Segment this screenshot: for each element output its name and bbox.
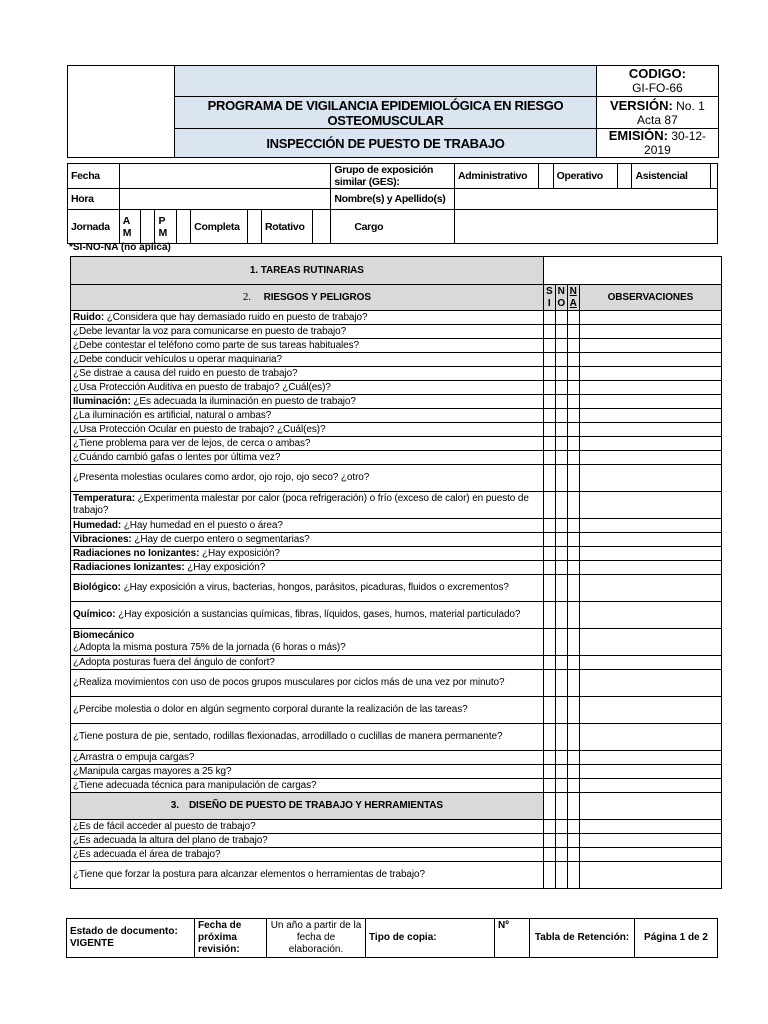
jornada-label: Jornada — [68, 210, 120, 244]
answer-na-cell[interactable] — [567, 834, 579, 848]
section-3-blank-cell — [543, 793, 555, 820]
version-cell — [596, 97, 718, 129]
document-header — [67, 65, 719, 158]
question-label: ¿Hay exposición a sustancias químicas, fibras, líquidos, gases, humos, material particulado? — [115, 609, 521, 620]
answer-si-cell[interactable] — [543, 862, 555, 889]
question-label: ¿Tiene problema para ver de lejos, de cerca o ambas? — [73, 437, 311, 449]
question-label: ¿La iluminación es artificial, natural o ambas? — [73, 409, 272, 421]
question-label: ¿Hay humedad en el puesto o área? — [121, 519, 283, 531]
observation-cell[interactable] — [579, 848, 721, 862]
observation-cell[interactable] — [579, 409, 721, 423]
question-category: Vibraciones: — [73, 533, 132, 545]
answer-no-cell[interactable] — [555, 311, 567, 325]
question-row — [71, 561, 722, 575]
answer-na-cell[interactable] — [567, 325, 579, 339]
answer-no-cell[interactable] — [555, 533, 567, 547]
am-label: A M — [119, 210, 141, 244]
document-title — [175, 97, 597, 129]
answer-na-cell[interactable] — [567, 848, 579, 862]
column-no: N O — [555, 285, 567, 311]
answer-legend-note: *SI-NO-NA (no aplica) — [69, 242, 171, 253]
question-row — [71, 820, 722, 834]
question-category: Humedad: — [73, 519, 122, 531]
answer-no-cell[interactable] — [555, 437, 567, 451]
answer-na-cell[interactable] — [567, 820, 579, 834]
observation-cell[interactable] — [579, 834, 721, 848]
question-label: ¿Es adecuada el área de trabajo? — [71, 848, 544, 862]
title-line-2: OSTEOMUSCULAR — [327, 112, 444, 128]
answer-na-cell[interactable] — [567, 409, 579, 423]
question-text — [71, 533, 544, 547]
answer-no-cell[interactable] — [555, 629, 567, 656]
observation-cell[interactable] — [579, 575, 721, 602]
answer-no-cell[interactable] — [555, 353, 567, 367]
answer-no-cell[interactable] — [555, 765, 567, 779]
answer-na-cell[interactable] — [567, 451, 579, 465]
observation-cell[interactable] — [579, 311, 721, 325]
fecha-label: Fecha — [68, 164, 120, 189]
answer-si-cell[interactable] — [543, 395, 555, 409]
code-label: CODIGO: — [628, 66, 686, 81]
answer-si-cell[interactable] — [543, 465, 555, 492]
observation-cell[interactable] — [579, 519, 721, 533]
question-row — [71, 451, 722, 465]
administrativo-check[interactable] — [539, 164, 553, 189]
question-row — [71, 533, 722, 547]
question-label: ¿Hay exposición? — [184, 561, 266, 573]
question-text — [71, 519, 544, 533]
observation-cell[interactable] — [579, 779, 721, 793]
answer-no-cell[interactable] — [555, 325, 567, 339]
answer-si-cell[interactable] — [543, 325, 555, 339]
answer-si-cell[interactable] — [543, 409, 555, 423]
cargo-label: Cargo — [354, 220, 384, 233]
question-text — [71, 656, 544, 670]
section-3-heading — [71, 793, 544, 820]
section-1-heading — [71, 257, 544, 285]
estado-value: VIGENTE — [70, 938, 114, 949]
question-row — [71, 437, 722, 451]
question-label: ¿Realiza movimientos con uso de pocos grupos musculares por ciclos más de una vez por minuto? — [73, 677, 505, 688]
answer-na-cell[interactable] — [567, 724, 579, 751]
answer-no-cell[interactable] — [555, 547, 567, 561]
answer-no-cell[interactable] — [555, 465, 567, 492]
question-text — [71, 779, 544, 793]
answer-si-cell[interactable] — [543, 820, 555, 834]
answer-na-cell[interactable] — [567, 465, 579, 492]
question-label: ¿Presenta molestias oculares como ardor, ojo rojo, ojo seco? ¿otro? — [73, 472, 370, 483]
answer-na-cell[interactable] — [567, 751, 579, 765]
checklist-table — [70, 256, 722, 889]
answer-na-cell[interactable] — [567, 862, 579, 889]
fecha-revision-value: Un año a partir de la fecha de elaboración. — [267, 919, 366, 958]
answer-si-cell[interactable] — [543, 339, 555, 353]
answer-na-cell[interactable] — [567, 519, 579, 533]
question-row — [71, 848, 722, 862]
question-row — [71, 670, 722, 697]
column-si: S I — [543, 285, 555, 311]
question-label: ¿Experimenta malestar por calor (poca refrigeración) o frío (exceso de calor) en puesto de trabajo? — [73, 493, 529, 516]
question-label: ¿Debe levantar la voz para comunicarse en puesto de trabajo? — [73, 325, 347, 337]
question-row — [71, 492, 722, 519]
answer-si-cell[interactable] — [543, 519, 555, 533]
answer-no-cell[interactable] — [555, 492, 567, 519]
question-label: ¿Manipula cargas mayores a 25 kg? — [73, 765, 232, 777]
observation-cell[interactable] — [579, 533, 721, 547]
question-label: ¿Cuándo cambió gafas o lentes por última vez? — [73, 451, 281, 463]
code-cell — [596, 66, 718, 97]
cargo-cell — [331, 210, 455, 244]
question-category: Radiaciones Ionizantes: — [73, 561, 185, 573]
section-3-blank-cell — [567, 793, 579, 820]
question-label: ¿Debe conducir vehículos u operar maquinaria? — [73, 353, 282, 365]
observation-cell[interactable] — [579, 561, 721, 575]
question-text — [71, 409, 544, 423]
answer-si-cell[interactable] — [543, 437, 555, 451]
answer-si-cell[interactable] — [543, 779, 555, 793]
question-text — [71, 697, 544, 724]
question-text — [71, 311, 544, 325]
answer-si-cell[interactable] — [543, 311, 555, 325]
numero-label: Nº — [495, 919, 530, 958]
question-text — [71, 724, 544, 751]
question-label: ¿Tiene postura de pie, sentado, rodillas flexionadas, arrodillado o cuclillas de manera permanente? — [73, 731, 503, 742]
nombre-field[interactable] — [454, 189, 717, 210]
question-row — [71, 765, 722, 779]
answer-na-cell[interactable] — [567, 670, 579, 697]
logo-cell — [68, 66, 175, 158]
answer-si-cell[interactable] — [543, 367, 555, 381]
observation-cell[interactable] — [579, 325, 721, 339]
question-category: Radiaciones no Ionizantes: — [73, 547, 200, 559]
question-text — [71, 381, 544, 395]
observation-cell[interactable] — [579, 751, 721, 765]
question-text — [71, 561, 544, 575]
observation-cell[interactable] — [579, 492, 721, 519]
question-label: ¿Debe contestar el teléfono como parte de sus tareas habituales? — [73, 339, 359, 351]
question-row — [71, 381, 722, 395]
section-1-label: TAREAS RUTINARIAS — [260, 264, 364, 276]
rotativo-label: Rotativo — [261, 210, 312, 244]
answer-na-cell[interactable] — [567, 395, 579, 409]
question-label: ¿Adopta posturas fuera del ángulo de confort? — [73, 656, 275, 668]
answer-na-cell[interactable] — [567, 533, 579, 547]
question-category: Iluminación: — [73, 395, 131, 407]
section-3-number: 3. — [170, 800, 179, 811]
question-row — [71, 602, 722, 629]
answer-na-cell[interactable] — [567, 492, 579, 519]
estado-cell — [67, 919, 195, 958]
question-row — [71, 629, 722, 656]
observation-cell[interactable] — [579, 367, 721, 381]
question-row — [71, 575, 722, 602]
question-text — [71, 492, 544, 519]
question-text — [71, 765, 544, 779]
question-label: ¿Es adecuada la altura del plano de trabajo? — [71, 834, 544, 848]
hora-field[interactable] — [119, 189, 331, 210]
question-text — [71, 437, 544, 451]
fecha-field[interactable] — [119, 164, 331, 189]
question-category: Biológico: — [73, 582, 121, 593]
question-row — [71, 834, 722, 848]
question-label: ¿Adopta la misma postura 75% de la jornada (6 horas o más)? — [73, 642, 346, 653]
observation-cell[interactable] — [579, 670, 721, 697]
question-label: ¿Considera que hay demasiado ruido en puesto de trabajo? — [104, 311, 368, 323]
answer-si-cell[interactable] — [543, 602, 555, 629]
section-2-heading — [71, 285, 544, 311]
question-text — [71, 751, 544, 765]
answer-na-cell[interactable] — [567, 339, 579, 353]
answer-no-cell[interactable] — [555, 367, 567, 381]
question-label: ¿Percibe molestia o dolor en algún segmento corporal durante la realización de las tareas? — [73, 704, 468, 715]
code-value: GI-FO-66 — [632, 81, 683, 95]
observation-cell[interactable] — [579, 465, 721, 492]
observation-cell[interactable] — [579, 602, 721, 629]
answer-no-cell[interactable] — [555, 751, 567, 765]
question-category: Biomecánico — [73, 630, 135, 641]
question-row — [71, 409, 722, 423]
observation-cell[interactable] — [579, 451, 721, 465]
question-row — [71, 862, 722, 889]
question-label: ¿Tiene adecuada técnica para manipulación de cargas? — [73, 779, 317, 791]
question-text — [71, 629, 544, 656]
answer-no-cell[interactable] — [555, 395, 567, 409]
question-category: Temperatura: — [73, 493, 135, 504]
observation-cell[interactable] — [579, 437, 721, 451]
answer-na-cell[interactable] — [567, 311, 579, 325]
question-text — [71, 602, 544, 629]
document-footer — [66, 918, 718, 958]
question-text — [71, 465, 544, 492]
section-3-blank-cell — [555, 793, 567, 820]
emission-cell — [596, 129, 718, 158]
question-row — [71, 395, 722, 409]
answer-na-cell[interactable] — [567, 353, 579, 367]
answer-no-cell[interactable] — [555, 670, 567, 697]
emission-value: 30-12-2019 — [644, 129, 707, 157]
answer-si-cell[interactable] — [543, 656, 555, 670]
answer-si-cell[interactable] — [543, 547, 555, 561]
answer-si-cell[interactable] — [543, 492, 555, 519]
answer-si-cell[interactable] — [543, 353, 555, 367]
answer-no-cell[interactable] — [555, 820, 567, 834]
answer-no-cell[interactable] — [555, 834, 567, 848]
answer-si-cell[interactable] — [543, 423, 555, 437]
answer-na-cell[interactable] — [567, 437, 579, 451]
tabla-retencion-label: Tabla de Retención: — [530, 919, 635, 958]
question-row — [71, 423, 722, 437]
question-text — [71, 353, 544, 367]
question-row — [71, 656, 722, 670]
question-category: Químico: — [73, 609, 116, 620]
question-row — [71, 353, 722, 367]
answer-si-cell[interactable] — [543, 724, 555, 751]
title-line-1: PROGRAMA DE VIGILANCIA EPIDEMIOLÓGICA EN RIESGO — [207, 97, 564, 113]
section-3-row — [71, 793, 722, 820]
answer-si-cell[interactable] — [543, 451, 555, 465]
answer-na-cell[interactable] — [567, 367, 579, 381]
answer-no-cell[interactable] — [555, 724, 567, 751]
question-label: ¿Hay exposición? — [199, 547, 280, 559]
answer-na-cell[interactable] — [567, 547, 579, 561]
answer-no-cell[interactable] — [555, 381, 567, 395]
question-text — [71, 547, 544, 561]
operativo-label: Operativo — [553, 164, 618, 189]
question-row — [71, 465, 722, 492]
question-text — [71, 423, 544, 437]
answer-no-cell[interactable] — [555, 779, 567, 793]
answer-si-cell[interactable] — [543, 629, 555, 656]
answer-no-cell[interactable] — [555, 862, 567, 889]
question-row — [71, 519, 722, 533]
section-2-number: 2. — [242, 291, 251, 303]
observation-cell[interactable] — [579, 395, 721, 409]
observation-cell[interactable] — [579, 629, 721, 656]
observation-cell[interactable] — [579, 423, 721, 437]
answer-si-cell[interactable] — [543, 670, 555, 697]
answer-no-cell[interactable] — [555, 575, 567, 602]
observation-cell[interactable] — [579, 339, 721, 353]
question-label: ¿Se distrae a causa del ruido en puesto de trabajo? — [73, 367, 298, 379]
header-blank-cell — [175, 66, 597, 97]
answer-si-cell[interactable] — [543, 751, 555, 765]
asistencial-label: Asistencial — [632, 164, 711, 189]
observation-cell[interactable] — [579, 820, 721, 834]
completa-check[interactable] — [247, 210, 261, 244]
estado-label: Estado de documento: — [70, 926, 178, 937]
answer-no-cell[interactable] — [555, 561, 567, 575]
question-label: ¿Es adecuada la iluminación en puesto de trabajo? — [130, 395, 356, 407]
answer-si-cell[interactable] — [543, 848, 555, 862]
question-row — [71, 724, 722, 751]
observation-cell[interactable] — [579, 765, 721, 779]
observation-cell[interactable] — [579, 353, 721, 367]
question-label: ¿Hay de cuerpo entero o segmentarias? — [131, 533, 310, 545]
cargo-field[interactable] — [454, 210, 717, 244]
answer-si-cell[interactable] — [543, 697, 555, 724]
answer-no-cell[interactable] — [555, 697, 567, 724]
completa-label: Completa — [191, 210, 248, 244]
pm-check[interactable] — [177, 210, 191, 244]
observation-cell[interactable] — [579, 656, 721, 670]
pagina-label: Página 1 de 2 — [635, 919, 718, 958]
ges-label: Grupo de exposición similar (GES): — [331, 164, 455, 189]
question-row — [71, 547, 722, 561]
pm-label: P M — [155, 210, 177, 244]
version-value: No. 1 Acta 87 — [637, 98, 705, 127]
question-text — [71, 395, 544, 409]
answer-si-cell[interactable] — [543, 765, 555, 779]
answer-no-cell[interactable] — [555, 656, 567, 670]
section-3-label: DISEÑO DE PUESTO DE TRABAJO Y HERRAMIENTAS — [188, 800, 443, 811]
question-label: ¿Arrastra o empuja cargas? — [73, 751, 195, 763]
answer-no-cell[interactable] — [555, 339, 567, 353]
answer-na-cell[interactable] — [567, 381, 579, 395]
column-na: N A — [567, 285, 579, 311]
question-label: ¿Usa Protección Auditiva en puesto de trabajo? ¿Cuál(es)? — [73, 381, 331, 393]
answer-si-cell[interactable] — [543, 834, 555, 848]
asistencial-check[interactable] — [711, 164, 718, 189]
column-observaciones: OBSERVACIONES — [579, 285, 721, 311]
answer-si-cell[interactable] — [543, 533, 555, 547]
answer-na-cell[interactable] — [567, 656, 579, 670]
section-1-number: 1. — [249, 264, 259, 276]
answer-na-cell[interactable] — [567, 697, 579, 724]
question-row — [71, 325, 722, 339]
question-text — [71, 670, 544, 697]
fecha-revision-label: Fecha de próxima revisión: — [195, 919, 267, 958]
section-2-label: RIESGOS Y PELIGROS — [263, 292, 371, 303]
observation-cell[interactable] — [579, 697, 721, 724]
answer-no-cell[interactable] — [555, 519, 567, 533]
tipo-copia-label: Tipo de copia: — [366, 919, 495, 958]
section-3-blank-obs — [579, 793, 721, 820]
answer-no-cell[interactable] — [555, 423, 567, 437]
question-label: ¿Es de fácil acceder al puesto de trabajo? — [71, 820, 544, 834]
document-subtitle: INSPECCIÓN DE PUESTO DE TRABAJO — [175, 129, 597, 158]
question-row — [71, 311, 722, 325]
rotativo-check[interactable] — [312, 210, 331, 244]
answer-no-cell[interactable] — [555, 409, 567, 423]
answer-no-cell[interactable] — [555, 451, 567, 465]
question-label: ¿Tiene que forzar la postura para alcanzar elementos o herramientas de trabajo? — [71, 862, 544, 889]
answer-na-cell[interactable] — [567, 561, 579, 575]
emission-label: EMISIÓN: — [608, 128, 668, 143]
observation-cell[interactable] — [579, 724, 721, 751]
question-category: Ruido: — [73, 311, 105, 323]
answer-no-cell[interactable] — [555, 848, 567, 862]
question-text — [71, 367, 544, 381]
answer-na-cell[interactable] — [567, 423, 579, 437]
question-row — [71, 339, 722, 353]
answer-si-cell[interactable] — [543, 561, 555, 575]
answer-na-cell[interactable] — [567, 779, 579, 793]
question-text — [71, 451, 544, 465]
question-row — [71, 751, 722, 765]
question-label: ¿Hay exposición a virus, bacterias, hongos, parásitos, picaduras, fluidos o excrementos? — [120, 582, 509, 593]
observation-cell[interactable] — [579, 381, 721, 395]
answer-na-cell[interactable] — [567, 602, 579, 629]
operativo-check[interactable] — [618, 164, 632, 189]
answer-na-cell[interactable] — [567, 629, 579, 656]
identification-table — [67, 163, 718, 244]
question-text — [71, 575, 544, 602]
observation-cell[interactable] — [579, 862, 721, 889]
observation-cell[interactable] — [579, 547, 721, 561]
question-text — [71, 325, 544, 339]
question-row — [71, 697, 722, 724]
answer-na-cell[interactable] — [567, 765, 579, 779]
am-check[interactable] — [141, 210, 155, 244]
answer-no-cell[interactable] — [555, 602, 567, 629]
hora-label: Hora — [68, 189, 120, 210]
nombre-label: Nombre(s) y Apellido(s) — [331, 189, 455, 210]
section-1-field[interactable] — [543, 257, 721, 285]
question-row — [71, 367, 722, 381]
question-label: ¿Usa Protección Ocular en puesto de trabajo? ¿Cuál(es)? — [73, 423, 326, 435]
question-text — [71, 339, 544, 353]
administrativo-label: Administrativo — [454, 164, 539, 189]
version-label: VERSIÓN: — [609, 97, 673, 113]
answer-si-cell[interactable] — [543, 381, 555, 395]
question-row — [71, 779, 722, 793]
answer-si-cell[interactable] — [543, 575, 555, 602]
answer-na-cell[interactable] — [567, 575, 579, 602]
